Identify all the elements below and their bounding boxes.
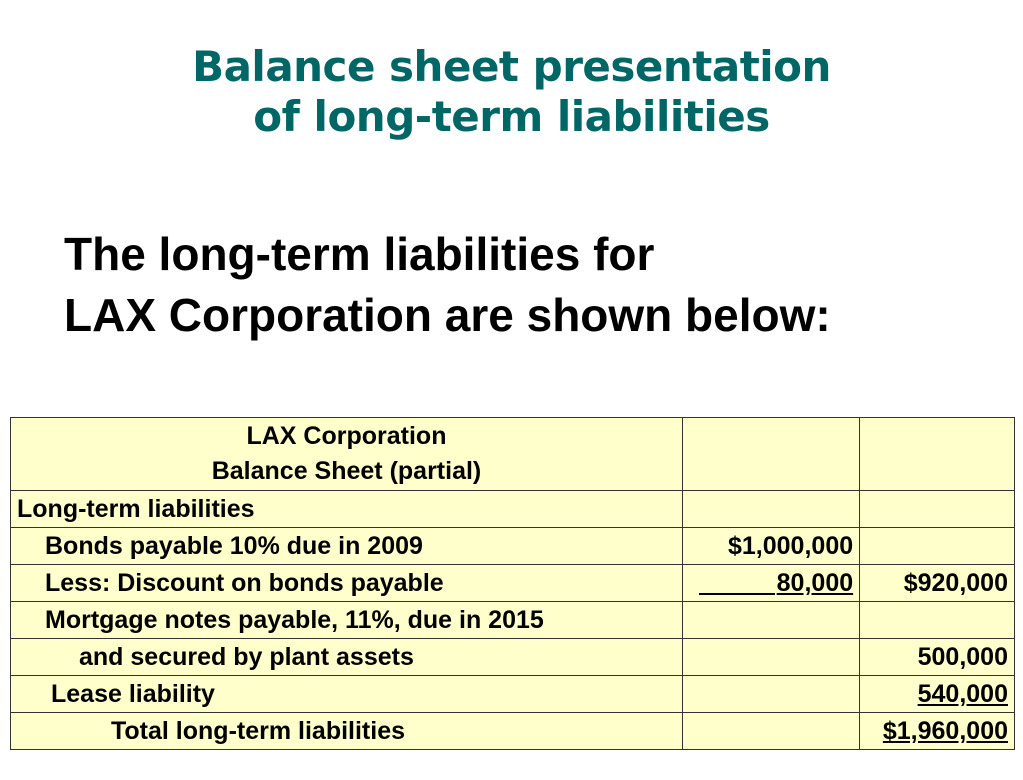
- row-label: Mortgage notes payable, 11%, due in 2015: [11, 602, 683, 639]
- row-col3: [860, 676, 1015, 713]
- intro-text: [64, 224, 831, 346]
- row-col3: [860, 713, 1015, 750]
- row-col2: [682, 565, 859, 602]
- underline-leader: [699, 569, 775, 595]
- title-line-1: Balance sheet presentation: [192, 42, 831, 91]
- table-row: [11, 528, 1015, 565]
- header-empty-cell: [682, 418, 859, 491]
- row-col3: [860, 491, 1015, 528]
- slide-title: [0, 42, 1023, 142]
- row-label: Lease liability: [11, 676, 683, 713]
- table-row: [11, 565, 1015, 602]
- title-line-2: of long-term liabilities: [253, 92, 770, 141]
- row-col2: [682, 676, 859, 713]
- row-col2: [682, 602, 859, 639]
- lease-value: 540,000: [917, 680, 1008, 708]
- row-col2: [682, 639, 859, 676]
- row-col2: [682, 491, 859, 528]
- discount-value: 80,000: [776, 569, 854, 597]
- row-col3: [860, 602, 1015, 639]
- statement-name: Balance Sheet (partial): [211, 457, 482, 485]
- row-label: Long-term liabilities: [11, 491, 683, 528]
- table-row: [11, 713, 1015, 750]
- row-label: and secured by plant assets: [11, 639, 683, 676]
- total-value: $1,960,000: [882, 717, 1008, 745]
- header-empty-cell: [860, 418, 1015, 491]
- table-row: [11, 676, 1015, 713]
- company-name: LAX Corporation: [246, 422, 447, 450]
- table-row: [11, 639, 1015, 676]
- row-col2: [682, 713, 859, 750]
- row-label: Bonds payable 10% due in 2009: [11, 528, 683, 565]
- row-col3: 500,000: [860, 639, 1015, 676]
- table-header-row: [11, 418, 1015, 491]
- row-label: Less: Discount on bonds payable: [11, 565, 683, 602]
- row-col3: [860, 528, 1015, 565]
- intro-line-2: LAX Corporation are shown below:: [64, 289, 831, 341]
- row-col3: $920,000: [860, 565, 1015, 602]
- row-col2: $1,000,000: [682, 528, 859, 565]
- balance-sheet-table: [10, 417, 1015, 750]
- row-label: Total long-term liabilities: [11, 713, 683, 750]
- header-cell: [11, 418, 683, 491]
- table-row: [11, 602, 1015, 639]
- table-row: [11, 491, 1015, 528]
- intro-line-1: The long-term liabilities for: [64, 228, 655, 280]
